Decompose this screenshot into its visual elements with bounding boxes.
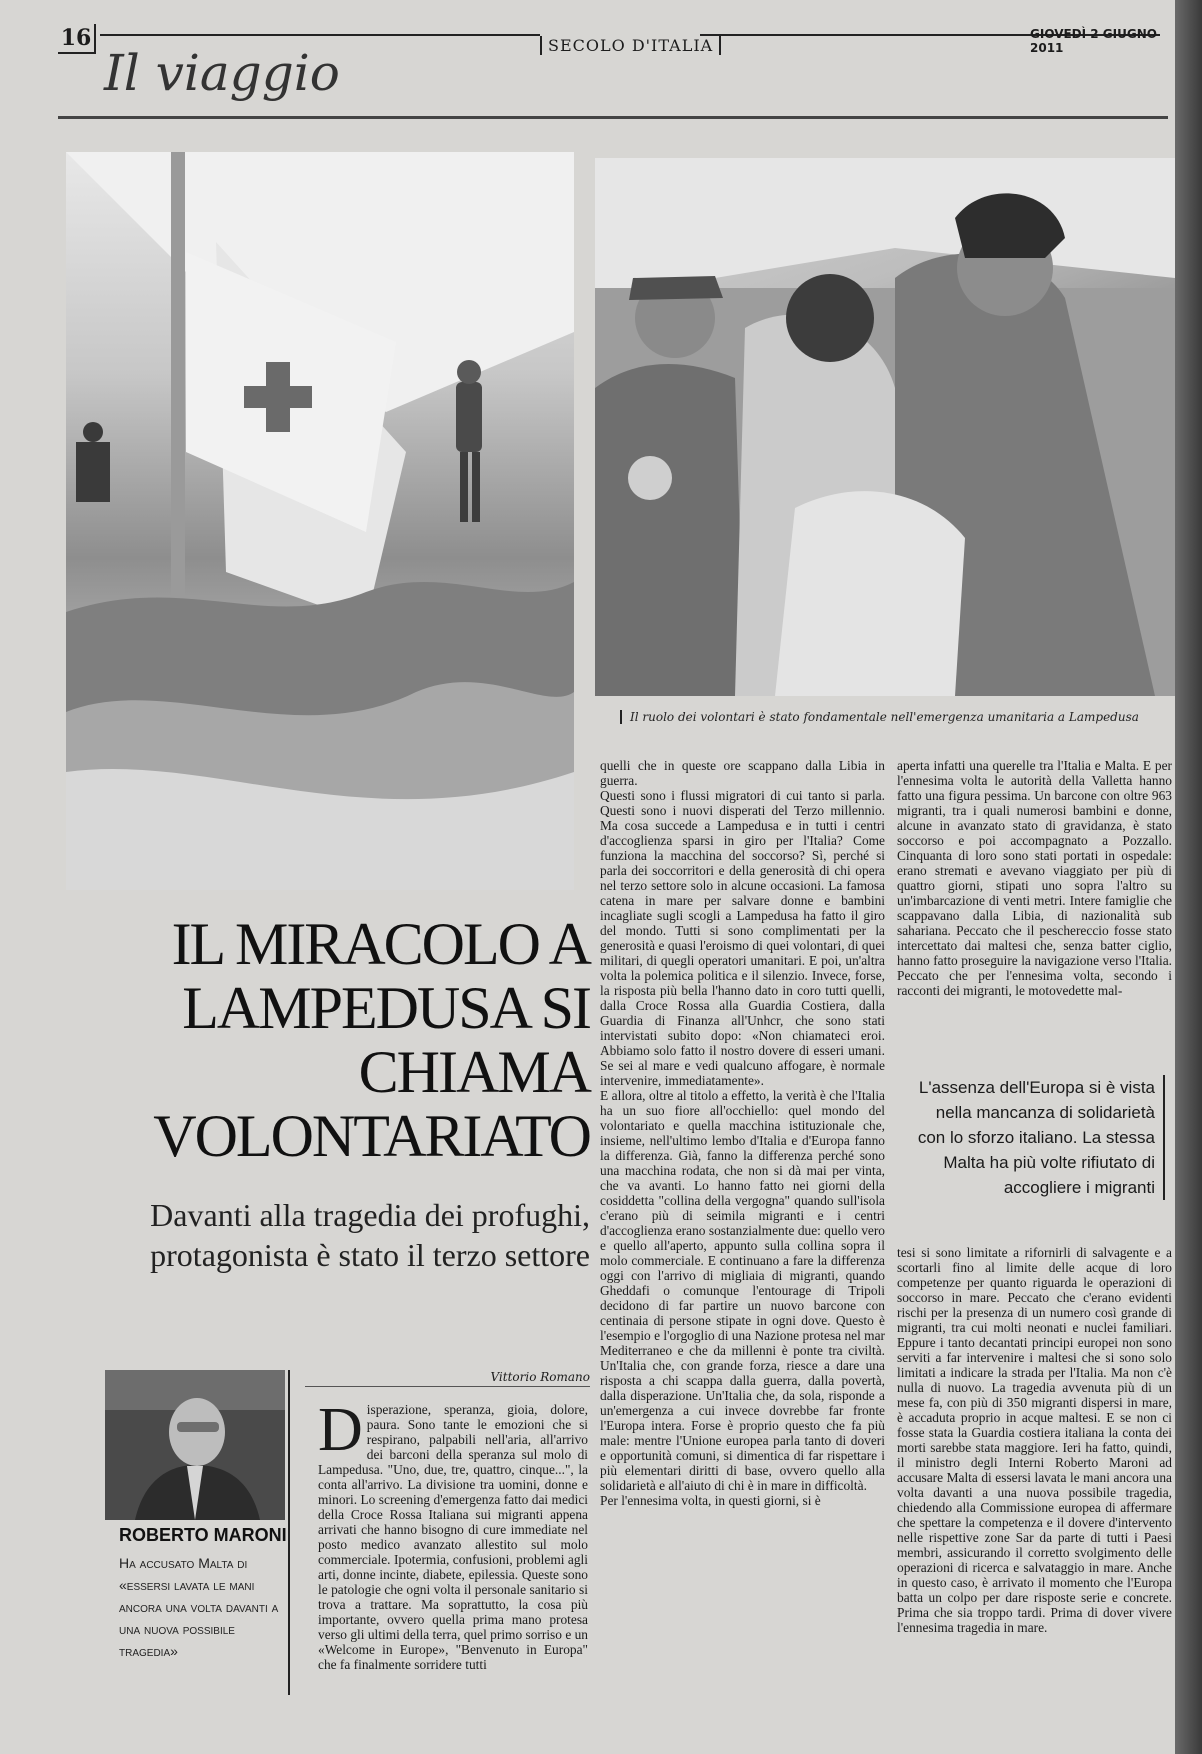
article-column-3-top: aperta infatti una querelle tra l'Italia e Malta. E per l'ennesima volta le autorità della Valletta hanno fatto una figura pessima. Un barcone con oltre 963 migranti, tra i quali numerosi bambini e donne, alcune in avanzato stato di gravidanza, è stato soccorso e poi accompagnato a Pozzallo. Cinquanta di loro sono stati portati in ospedale: erano stremati e avevano viaggiato per più di quattro giorni, stipati uno sopra l'altro su un'imbarcazione di venti metri. Intere famiglie che scappavano dalla Libia, di nazionalità sub sahariana. Peccato che il peschereccio fosse stato intercettato dai maltesi che, senza batter ciglio, hanno fatto proseguire la navigazione verso l'Italia. Peccato che per l'ennesima volta, secondo i racconti dei migranti, le motovedette mal-: [897, 758, 1172, 998]
byline: Vittorio Romano: [305, 1370, 590, 1387]
rescue-photo-illustration: [595, 158, 1175, 696]
page-binding-shadow: [1175, 0, 1202, 1754]
photo-caption: Il ruolo dei volontari è stato fondamentale nell'emergenza umanitaria a Lampedusa: [620, 710, 1175, 724]
section-title: Il viaggio: [104, 44, 340, 102]
article-column-1: [318, 1402, 588, 1702]
section-rule: [58, 116, 1168, 119]
pull-quote: L'assenza dell'Europa si è vista nella mancanza di solidarietà con lo sforzo italiano. La stessa Malta ha più volte rifiutato di accogliere i migranti: [905, 1075, 1165, 1200]
article-column-3-bottom: tesi si sono limitate a rifornirli di salvagente e a scortarli fino al limite delle acque di loro competenze per quanto riguarda le operazioni di soccorso in mare. Peccato che c'erano evidenti rischi per la presenza di un numero così grande di migranti, tra cui molti neonati e nuclei familiari. Eppure i tanto decantati principi europei non sono serviti a far intervenire i maltesi che si sono solo limitati a indicare la strada per l'Italia. Ma non c'è nulla di nuovo. La tragedia avvenuta più di un mese fa, con più di 350 migranti dispersi in mare, è accaduta proprio in acque maltesi. E se non ci fosse stata la Guardia costiera italiana la conta dei morti sarebbe stata maggiore. Ieri ha fatto, quindi, il ministro degli Interni Roberto Maroni ad accusare Malta di essersi lavata le mani ancora una volta davanti a una nuova possibile tragedia, chiedendo alla Commissione europea di affermare che spettare la competenza e il dovere d'intervento nelle rispettive zone Sar da parte di tutti i Paesi membri, assicurando il corretto svolgimento delle operazioni di ricerca e salvataggio in mare. Anche in questo caso, è arrivato il momento che l'Europa batta un colpo per dare risposte serie e concrete. Prima che sia troppo tardi. Prima di dover vivere l'ennesima tragedia in mare.: [897, 1245, 1172, 1635]
masthead: SECOLO D'ITALIA: [540, 36, 721, 55]
header-rule-left: [100, 34, 540, 36]
sidebar-box: [105, 1370, 290, 1695]
tent-photo-illustration: [66, 152, 574, 890]
dropcap: D: [318, 1402, 363, 1464]
issue-date: GIOVEDÌ 2 GIUGNO 2011: [1030, 27, 1157, 55]
sidebar-quote: Ha accusato Malta di «essersi lavata le mani ancora una volta davanti a una nuova possibile tragedia»: [119, 1555, 279, 1659]
rescue-photo: [595, 158, 1175, 696]
page-number: 16: [58, 24, 96, 54]
article-column-2: quelli che in queste ore scappano dalla Libia in guerra. Questi sono i flussi migratori di cui tanto si parla. Questi sono i nuovi disperati del Terzo millennio. Ma cosa succede a Lampedusa e in tutti i centri d'accoglienza sparsi in giro per l'Italia? Come funziona la macchina del soccorso? Sì, perché si parla dei soccorritori e della generosità di chi opera nel terzo settore solo in alcune occasioni. La famosa catena in mare per salvare donne e bambini incagliate sugli scogli a Lampedusa ha fatto il giro del mondo. Tutti si sono complimentati per la generosità e quasi l'eroismo di quei volontari, di quei militari, di quegli operatori umanitari. E poi, un'altra volta la polemica politica e il silenzio. Invece, forse, la risposta più bella l'hanno dato in coro tutti quelli, dalla Croce Rossa alla Guardia Costiera, dalla Guardia di Finanza all'Unhcr, che sono stati intervistati subito dopo: «Non chiamateci eroi. Abbiamo solo fatto il nostro dovere di esseri umani. Se sei al mare e vedi qualcuno affogare, è normale intervenire, immediatamente». E allora, oltre al titolo a effetto, la verità è che l'Italia ha un suo fiore all'occhiello: quel mondo del volontariato e quella macchina istituzionale che, insieme, nell'ultimo lembo d'Italia e d'Europa fanno la differenza. Già, fanno la differenza perché sono una macchina rodata, che non si dà mai per vinta, che va avanti. Lo hanno fatto nei giorni della cosiddetta "collina della vergogna" quando sull'isola c'erano più di seimila migranti e i centri d'accoglienza erano sostanzialmente due: quello vero e quello all'aperto, appunto sulla collina sopra il molo commerciale. E continuano a fare la differenza oggi con l'arrivo di migliaia di migranti, quando Gheddafi o comunque l'entourage di Tripoli decidono di far partire un nuovo barcone con centinaia di persone stipate in ogni dove. Questo è l'esempio e l'orgoglio di una Nazione protesa nel mar Mediterraneo e che da millenni è ponte tra civiltà. Un'Italia che, con grande forza, riesce a dare una risposta a chi scappa dalla guerra, dalla povertà, dalla disperazione. Un'Italia che, da sola, risponde a un'emergenza a cui invece dovrebbe far fronte l'Europa intera. Forse è proprio questo che fa più male: mentre l'Unione europea parla tanto di doveri e opportunità comuni, si dimentica di far rispettare i più elementari diritti di base, ovvero quello alla solidarietà e all'aiuto di chi è in mare in difficoltà. Per l'ennesima volta, in questi giorni, si è: [600, 758, 885, 1508]
article-deck: Davanti alla tragedia dei profughi, protagonista è stato il terzo settore: [150, 1197, 590, 1273]
article-headline: IL MIRACOLO A LAMPEDUSA SI CHIAMA VOLONTARIATO: [153, 911, 590, 1169]
sidebar-name: ROBERTO MARONI: [119, 1525, 287, 1545]
article-column-1-text: isperazione, speranza, gioia, dolore, paura. Sono tante le emozioni che si respirano, palpabili nell'aria, all'arrivo dei barconi della speranza sul molo di Lampedusa. "Uno, due, tre, quattro, cinque...", la conta all'arrivo. La divisione tra uomini, donne e minori. Lo screening d'emergenza fatto dai medici della Croce Rossa Italiana sui migranti appena arrivati che hanno bisogno di cure immediate nel posto medico avanzato allestito sul molo commerciale. Ipotermia, confusioni, problemi agli arti, donne incinte, diabete, epilessia. Queste sono le patologie che ogni volta il personale sanitario si trova a trattare. Ma soprattutto, la cosa più importante, ovvero quella prima mano protesa verso gli ultimi della terra, quel primo sorriso e un «Welcome in Europe», "Benvenuto in Europa" che fa finalmente sorridere tutti: [318, 1402, 588, 1672]
portrait-illustration: [105, 1370, 285, 1520]
tent-photo: [66, 152, 574, 890]
portrait-photo: [105, 1370, 285, 1520]
